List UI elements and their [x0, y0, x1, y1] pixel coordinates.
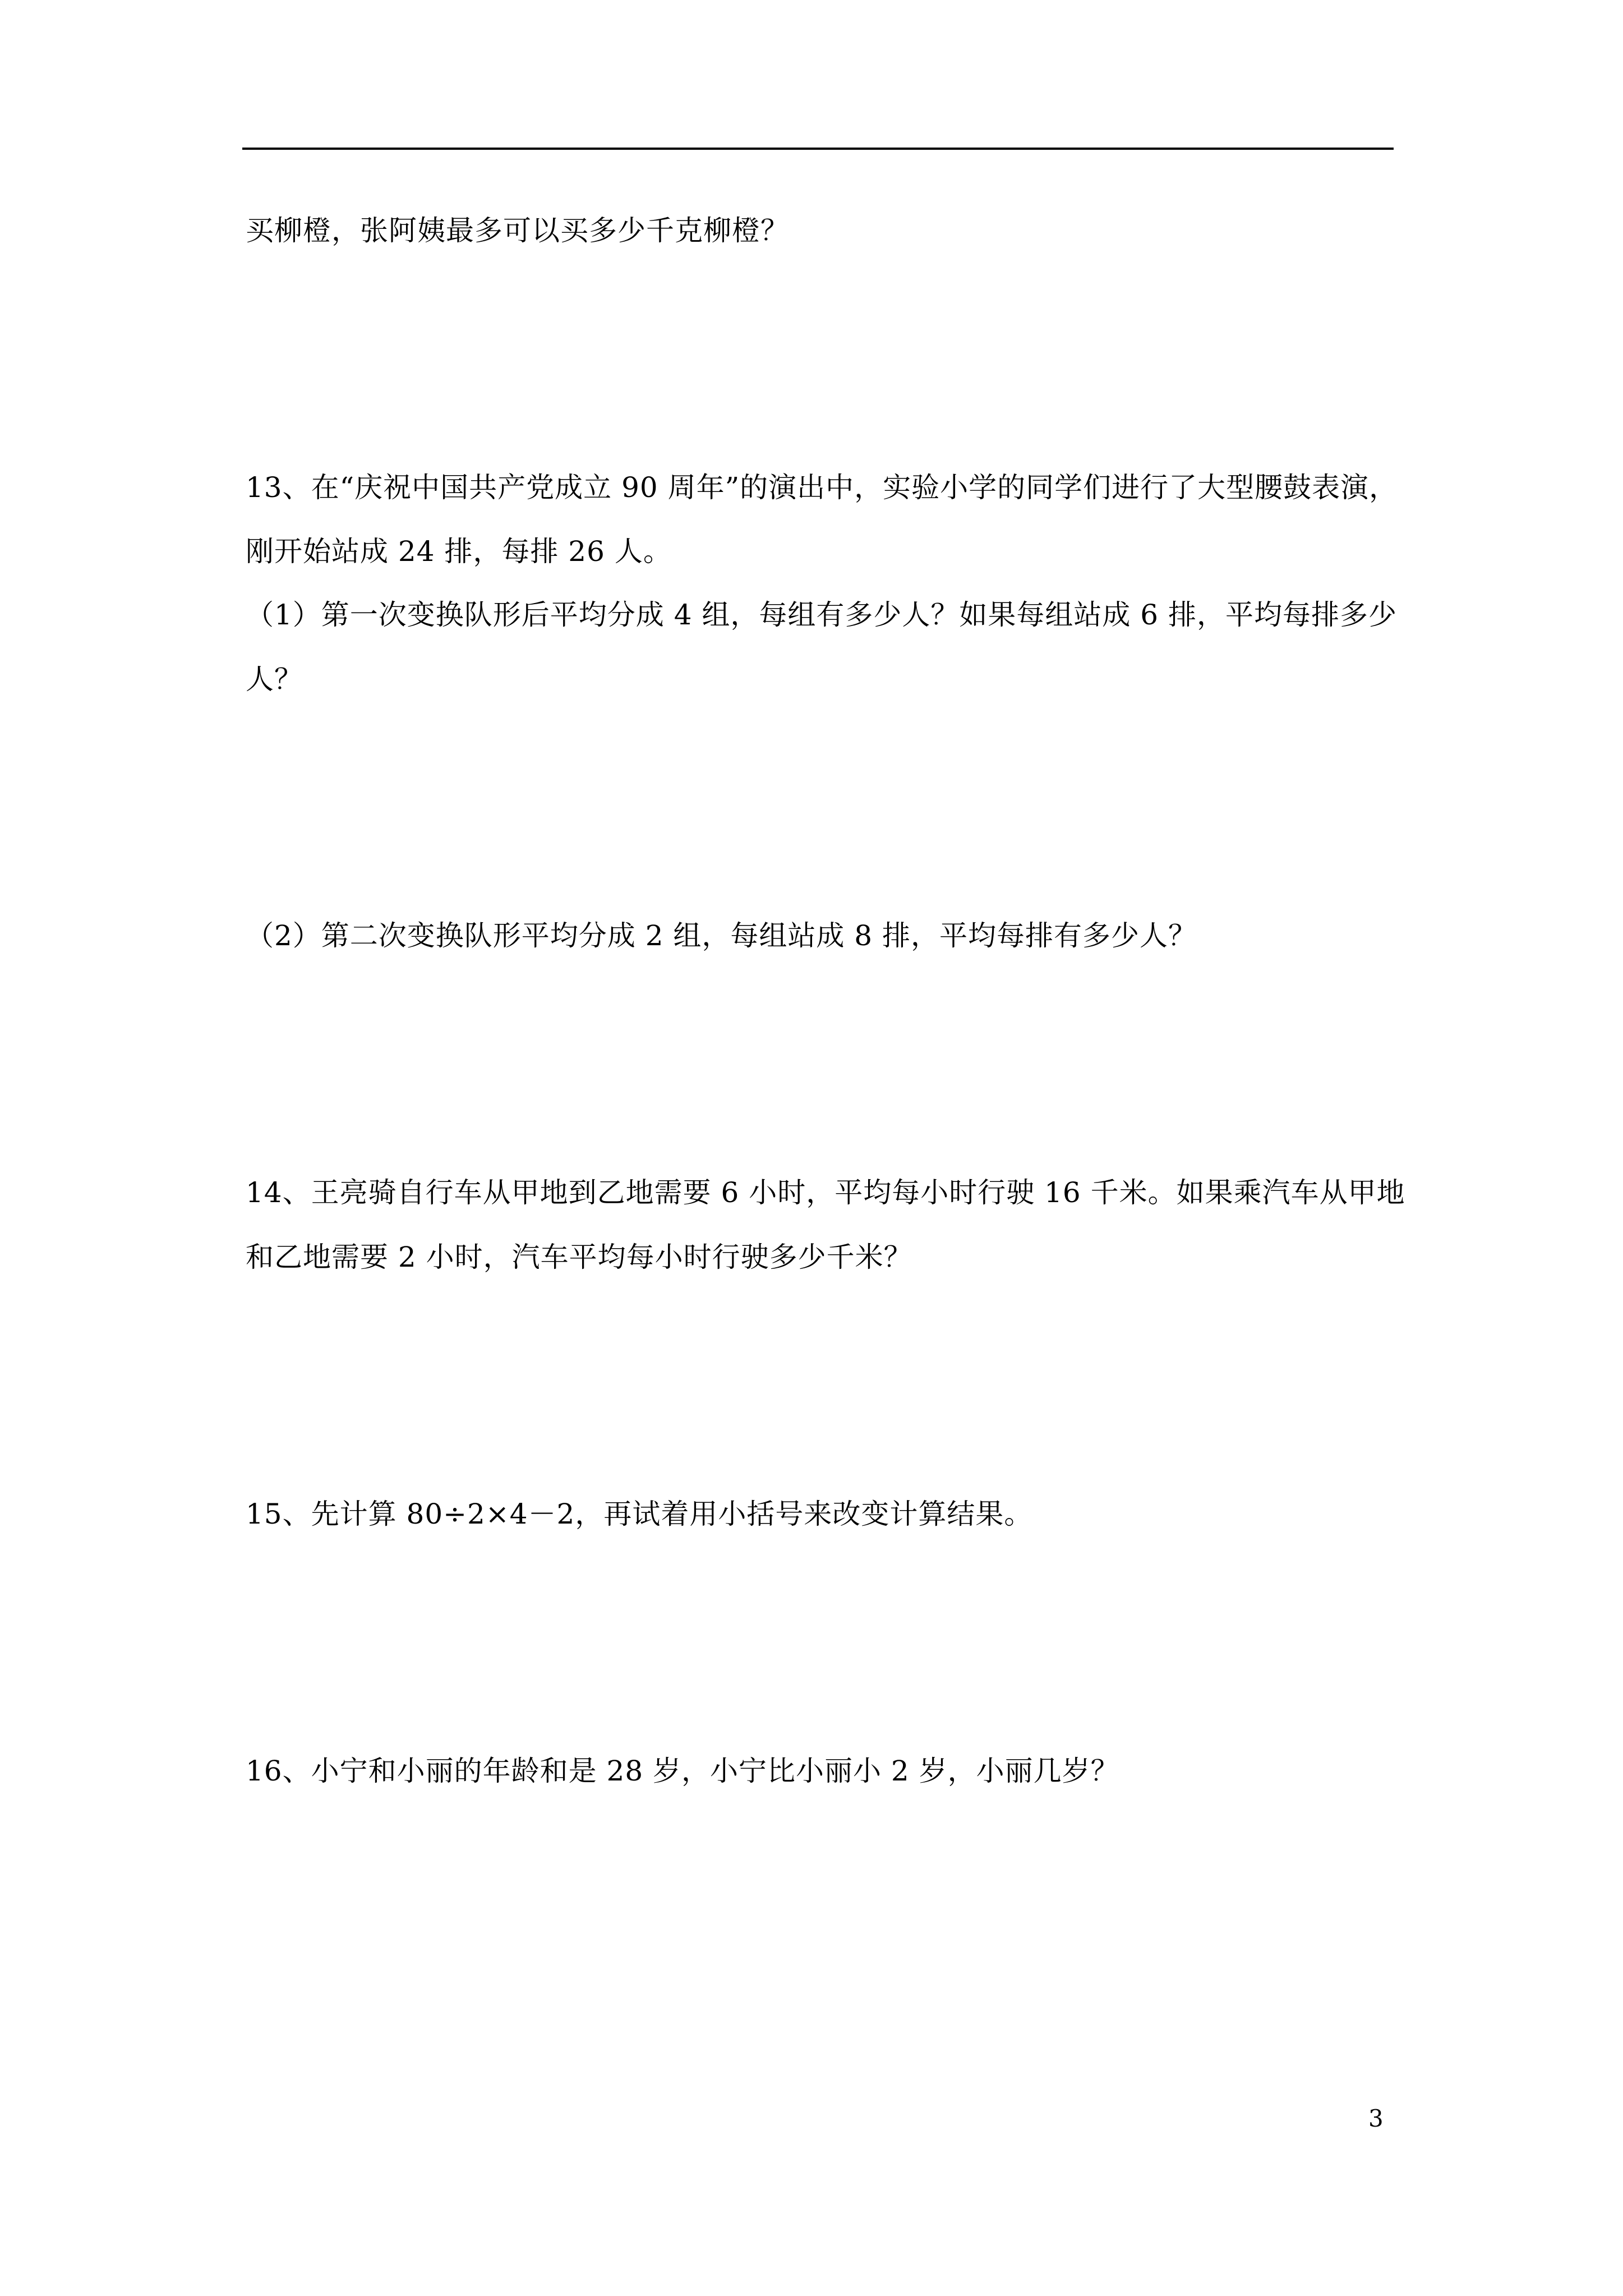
- question-13-part-1-line-2: 人？: [246, 663, 303, 696]
- question-13-part-1-line-1: （1）第一次变换队形后平均分成 4 组，每组有多少人？如果每组站成 6 排，平均每排多少: [246, 599, 1398, 631]
- question-16: 16、小宁和小丽的年龄和是 28 岁，小宁比小丽小 2 岁，小丽几岁？: [246, 1755, 1119, 1787]
- question-13-line-2: 刚开始站成 24 排，每排 26 人。: [246, 535, 672, 568]
- question-13-part-2: （2）第二次变换队形平均分成 2 组，每组站成 8 排，平均每排有多少人？: [246, 919, 1197, 952]
- page-number: 3: [1368, 2105, 1384, 2132]
- question-13-line-1: 13、在“庆祝中国共产党成立 90 周年”的演出中，实验小学的同学们进行了大型腰鼓表演，: [246, 471, 1398, 504]
- question-15: 15、先计算 80÷2×4－2，再试着用小括号来改变计算结果。: [246, 1498, 1033, 1530]
- question-14-line-2: 和乙地需要 2 小时，汽车平均每小时行驶多少千米？: [246, 1241, 912, 1273]
- question-14-line-1: 14、王亮骑自行车从甲地到乙地需要 6 小时，平均每小时行驶 16 千米。如果乘汽车从甲地: [246, 1176, 1405, 1209]
- question-12-continuation: 买柳橙，张阿姨最多可以买多少千克柳橙？: [246, 214, 789, 247]
- header-rule: [242, 148, 1394, 150]
